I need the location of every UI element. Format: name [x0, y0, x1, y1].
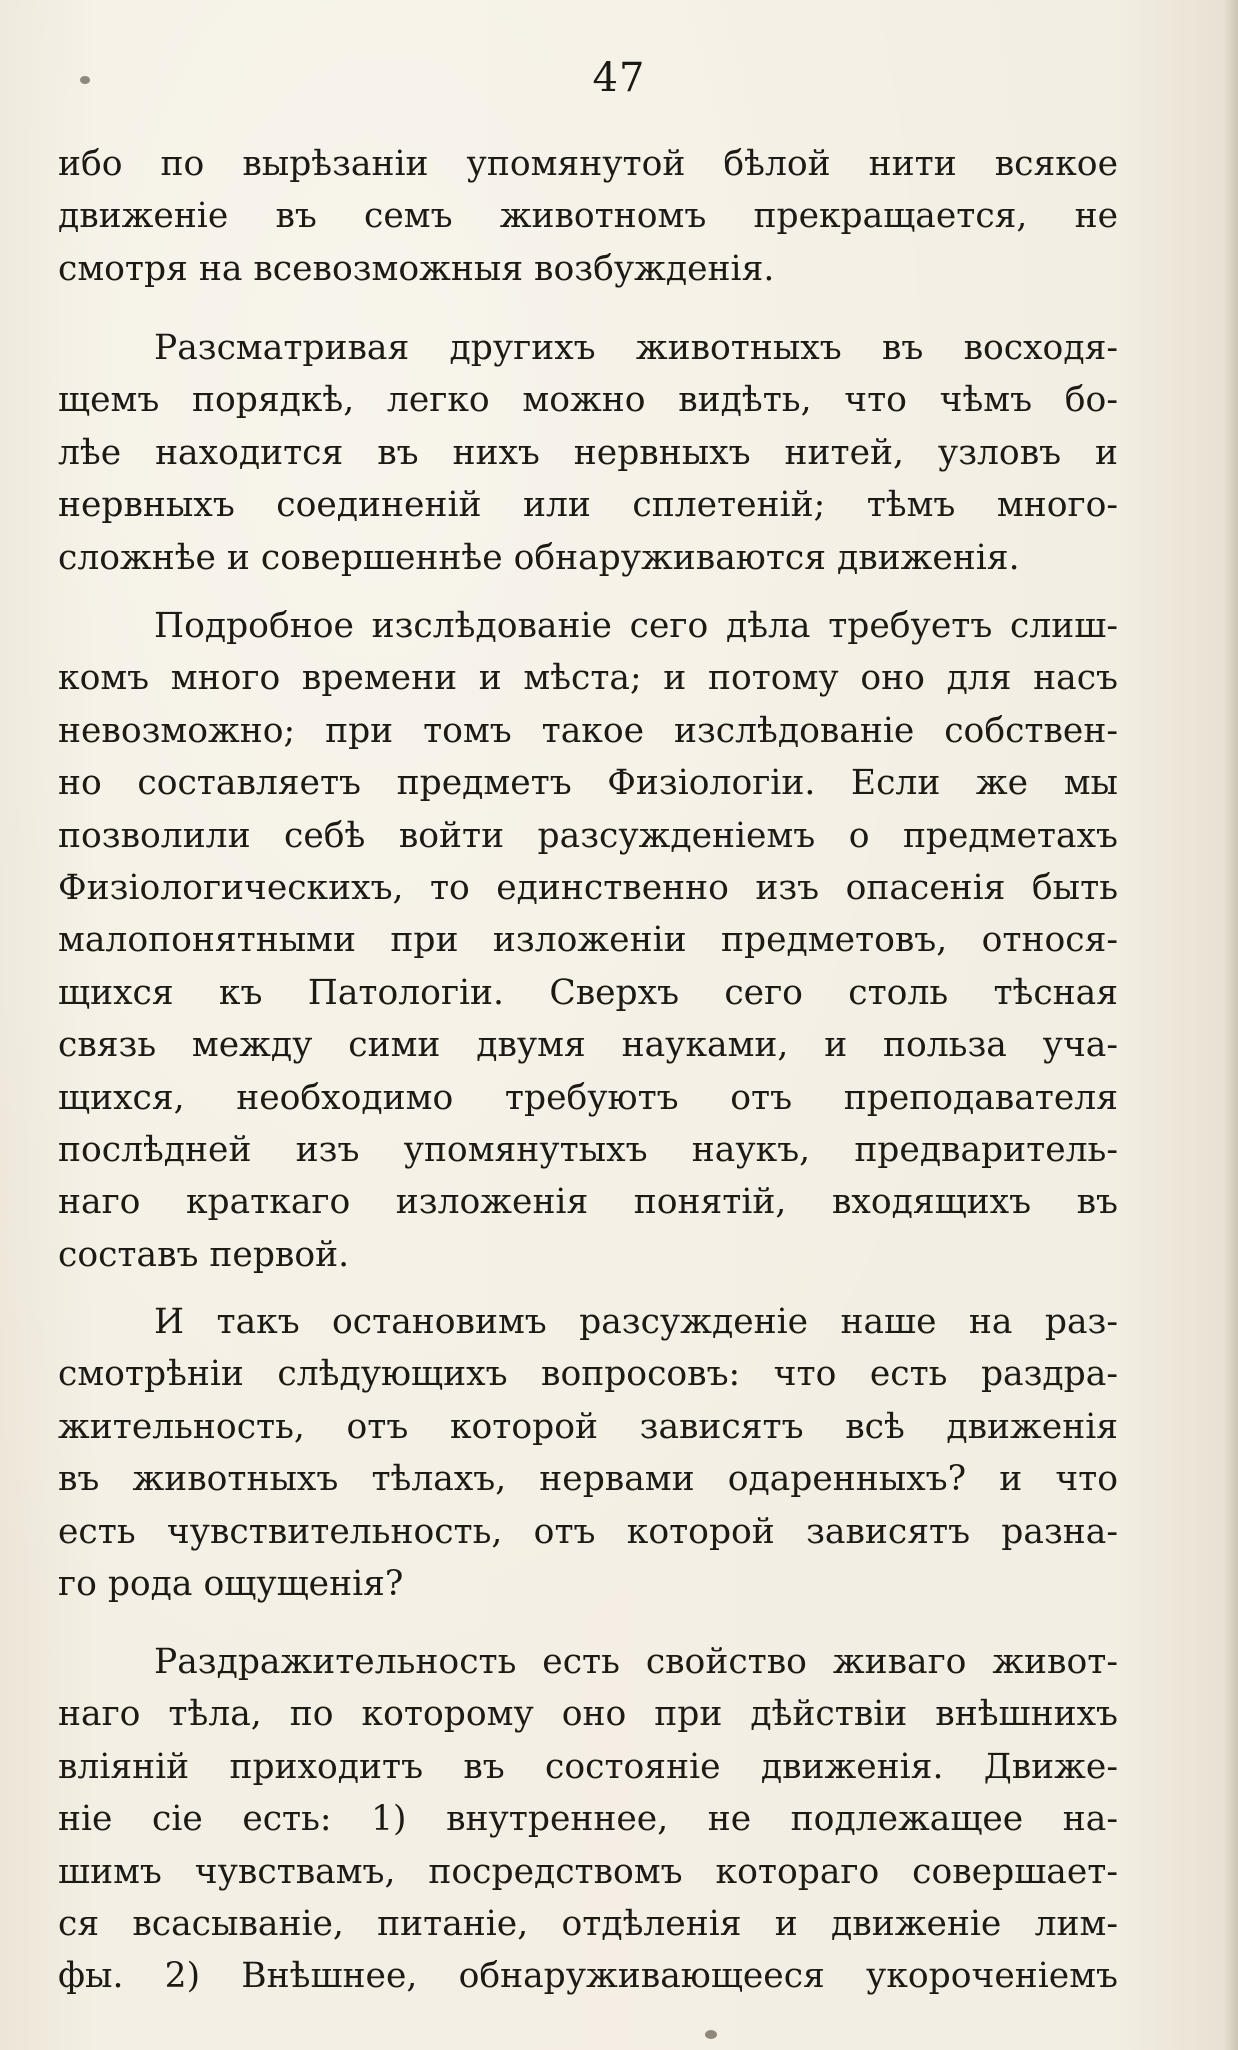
paragraph-4	[58, 1296, 1118, 1610]
text-line: въ животныхъ тѣлахъ, нервами одаренныхъ? и что	[58, 1459, 1118, 1500]
text-line: лѣе находится въ нихъ нервныхъ нитей, узловъ и	[58, 432, 1118, 473]
paragraph-3	[58, 600, 1118, 1281]
text-line: Раздражительность есть свойство живаго живот-	[154, 1642, 1118, 1682]
page-edge-shadow	[1224, 0, 1238, 2050]
paragraph-1	[58, 138, 1118, 295]
text-line: есть чувствительность, отъ которой зависятъ разна-	[58, 1511, 1118, 1552]
text-line: комъ много времени и мѣста; и потому оно для насъ	[58, 658, 1118, 699]
text-line: смотря на всевозможныя возбужденія.	[58, 248, 775, 289]
text-line: фы. 2) Внѣшнее, обнаруживающееся укороченіемъ	[58, 1956, 1118, 1997]
text-line: наго тѣла, по которому оно при дѣйствіи внѣшнихъ	[58, 1694, 1118, 1735]
text-line: ибо по вырѣзаніи упомянутой бѣлой нити всякое	[58, 144, 1118, 184]
text-line: движеніе въ семъ животномъ прекращается, не	[58, 196, 1118, 237]
text-line: связь между сими двумя науками, и польза уча-	[58, 1025, 1118, 1066]
text-line: наго краткаго изложенія понятій, входящихъ въ	[58, 1182, 1118, 1223]
text-line: малопонятными при изложеніи предметовъ, относя-	[58, 920, 1118, 961]
ink-blot-bottom	[705, 2030, 717, 2039]
text-line: смотрѣніи слѣдующихъ вопросовъ: что есть раздра-	[58, 1354, 1118, 1395]
text-line: позволили себѣ войти разсужденіемъ о предметахъ	[58, 815, 1118, 856]
text-line: шимъ чувствамъ, посредствомъ котораго совершает-	[58, 1851, 1118, 1892]
text-line: жительность, отъ которой зависятъ всѣ движенія	[58, 1406, 1118, 1447]
text-line: щихся, необходимо требуютъ отъ преподавателя	[58, 1077, 1118, 1118]
text-line: го рода ощущенія?	[58, 1563, 404, 1604]
text-line: Разсматривая другихъ животныхъ въ восходя-	[154, 328, 1118, 368]
text-line: составъ первой.	[58, 1234, 350, 1275]
text-line: щихся къ Патологіи. Сверхъ сего столь тѣсная	[58, 972, 1118, 1013]
paragraph-2	[58, 322, 1118, 584]
text-line: нервныхъ соединеній или сплетеній; тѣмъ много-	[58, 485, 1118, 526]
text-line: ся всасываніе, питаніе, отдѣленія и движеніе лим-	[58, 1903, 1118, 1944]
text-line: вліяній приходитъ въ состояніе движенія. Движе-	[58, 1746, 1118, 1787]
text-line: сложнѣе и совершеннѣе обнаруживаются движенія.	[58, 537, 1020, 578]
paragraph-5	[58, 1636, 1118, 2003]
text-line: Физіологическихъ, то единственно изъ опасенія быть	[58, 867, 1118, 908]
text-line: И такъ остановимъ разсужденіе наше на раз-	[154, 1302, 1118, 1342]
text-line: Подробное изслѣдованіе сего дѣла требуетъ слиш-	[154, 606, 1118, 646]
page-number: 47	[592, 55, 646, 101]
text-line: щемъ порядкѣ, легко можно видѣть, что чѣмъ бо-	[58, 380, 1118, 421]
text-line: послѣдней изъ упомянутыхъ наукъ, предваритель-	[58, 1129, 1118, 1170]
text-line: невозможно; при томъ такое изслѣдованіе собствен-	[58, 710, 1118, 751]
text-line: ніе сіе есть: 1) внутреннее, не подлежащее на-	[58, 1799, 1118, 1840]
text-line: но составляетъ предметъ Физіологіи. Если же мы	[58, 763, 1118, 804]
